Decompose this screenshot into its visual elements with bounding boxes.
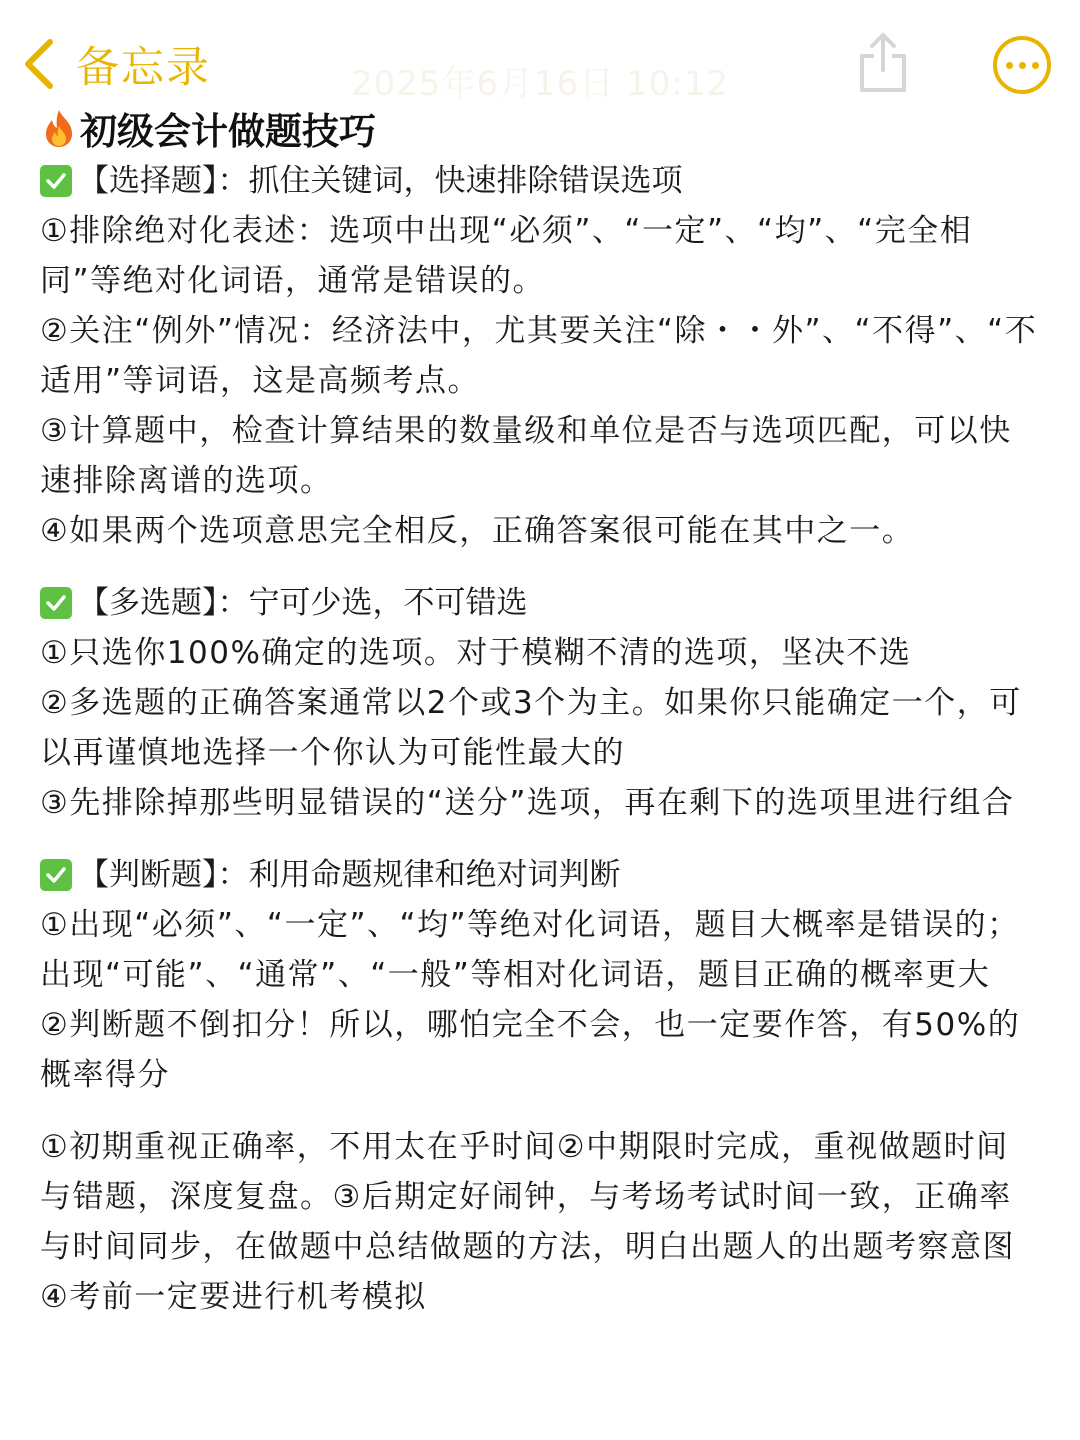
- spacer: [40, 1100, 1040, 1122]
- back-label: 备忘录: [76, 42, 211, 93]
- paragraph: ①只选你100%确定的选项。对于模糊不清的选项，坚决不选: [40, 635, 912, 671]
- paragraph: ④如果两个选项意思完全相反，正确答案很可能在其中之一。: [40, 513, 915, 549]
- section-heading-text: 【判断题】：利用命题规律和绝对词判断: [78, 857, 621, 893]
- more-dot-icon: [1032, 62, 1039, 69]
- section-heading: [40, 850, 1040, 900]
- more-dot-icon: [1019, 62, 1026, 69]
- note-date: 2025年6月16日 10:12: [350, 64, 730, 104]
- section-heading: [40, 578, 1040, 628]
- fire-icon: [40, 108, 78, 148]
- paragraph: ②关注“例外”情况：经济法中，尤其要关注“除・・外”、“不得”、“不适用”等词语，这是高频考点。: [40, 313, 1038, 399]
- paragraph: ②判断题不倒扣分！所以，哪怕完全不会，也一定要作答，有50%的概率得分: [40, 1007, 1021, 1093]
- paragraph: ③先排除掉那些明显错误的“送分”选项，再在剩下的选项里进行组合: [40, 785, 1015, 821]
- section-heading: [40, 156, 1040, 206]
- spacer: [40, 556, 1040, 578]
- summary-paragraph: ①初期重视正确率，不用太在乎时间②中期限时完成，重视做题时间与错题，深度复盘。③后期定好闹钟，与考场考试时间一致，正确率与时间同步，在做题中总结做题的方法，明白出题人的出题考察意图④考前一定要进行机考模拟: [40, 1129, 1015, 1315]
- more-dot-icon: [1006, 62, 1013, 69]
- section-heading-text: 【多选题】：宁可少选，不可错选: [78, 585, 528, 621]
- paragraph: ①排除绝对化表述：选项中出现“必须”、“一定”、“均”、“完全相同”等绝对化词语，通常是错误的。: [40, 213, 973, 299]
- paragraph: ③计算题中，检查计算结果的数量级和单位是否与选项匹配，可以快速排除离谱的选项。: [40, 413, 1012, 499]
- spacer: [40, 828, 1040, 850]
- more-button[interactable]: [993, 36, 1051, 94]
- section-heading-text: 【选择题】：抓住关键词，快速排除错误选项: [78, 163, 683, 199]
- section-single-choice: [40, 156, 1040, 556]
- section-multiple-choice: [40, 578, 1040, 828]
- share-icon[interactable]: [854, 30, 912, 96]
- paragraph: ②多选题的正确答案通常以2个或3个为主。如果你只能确定一个，可以再谨慎地选择一个你认为可能性最大的: [40, 685, 1022, 771]
- note-title-row: [40, 100, 1040, 156]
- section-true-false: [40, 850, 1040, 1100]
- note-body[interactable]: [40, 100, 1040, 1322]
- note-title: 初级会计做题技巧: [80, 110, 376, 153]
- check-icon: [40, 587, 72, 619]
- check-icon: [40, 859, 72, 891]
- paragraph: ①出现“必须”、“一定”、“均”等绝对化词语，题目大概率是错误的；出现“可能”、“通常”、“一般”等相对化词语，题目正确的概率更大: [40, 907, 1020, 993]
- check-icon: [40, 165, 72, 197]
- nav-bar: [0, 0, 1080, 110]
